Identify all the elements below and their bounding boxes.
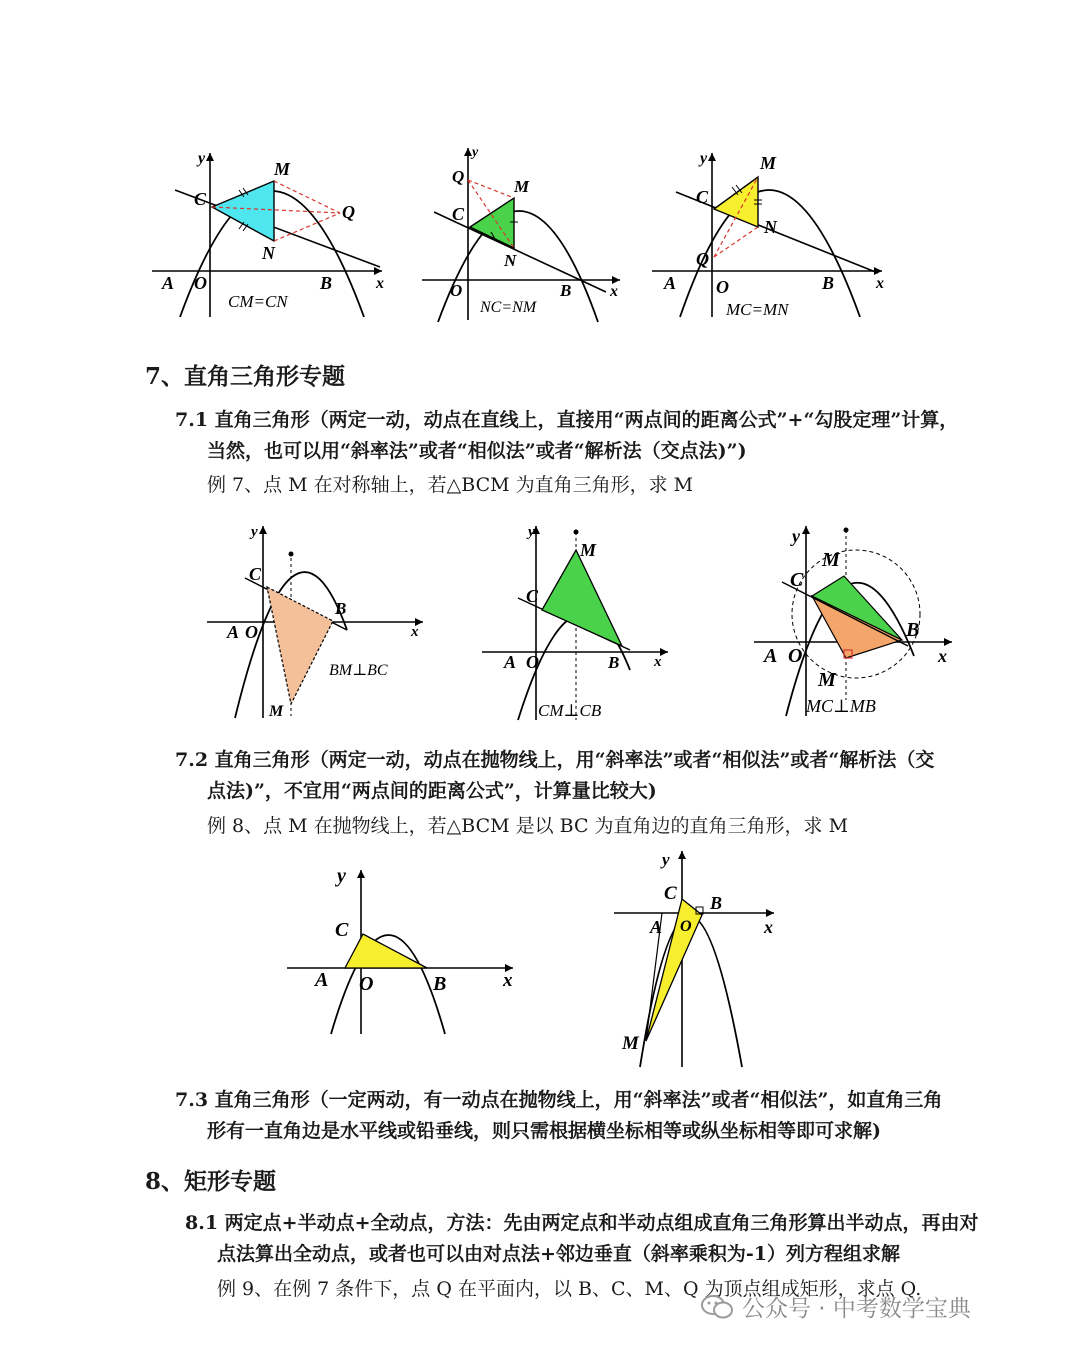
label-x: x	[938, 646, 947, 666]
label-y: y	[337, 865, 346, 887]
label-y: y	[472, 145, 479, 160]
label-y: y	[528, 524, 535, 540]
label-b: B	[560, 281, 572, 300]
label-x: x	[411, 624, 419, 640]
label-m: M	[622, 1033, 639, 1054]
label-a: A	[227, 622, 240, 642]
figure-mc-mn	[650, 145, 890, 325]
label-a: A	[764, 645, 778, 667]
figure-example8-a	[285, 860, 525, 1035]
example-8: 例 8、点 M 在抛物线上，若△BCM 是以 BC 为直角边的直角三角形，求 M	[207, 815, 849, 837]
label-o: O	[450, 281, 463, 300]
label-a: A	[315, 969, 329, 991]
section-7-2-continuation: 点法)”，不宜用“两点间的距离公式”，计算量比较大)	[207, 780, 657, 802]
label-o: O	[680, 918, 692, 935]
label-c: C	[335, 919, 349, 941]
label-c: C	[194, 189, 207, 209]
figure-caption: NC=NM	[480, 299, 537, 316]
label-x: x	[876, 275, 884, 292]
figure-mc-perp-mb	[752, 520, 962, 725]
label-m: M	[269, 703, 284, 720]
example-7: 例 7、点 M 在对称轴上，若△BCM 为直角三角形，求 M	[207, 474, 694, 496]
figure-bm-perp-bc	[205, 520, 430, 720]
label-b: B	[433, 973, 447, 995]
label-b: B	[822, 273, 835, 293]
section-7-3-continuation: 形有一直角边是水平线或铅垂线，则只需根据横坐标相等或纵坐标相等即可求解)	[207, 1120, 881, 1142]
label-b: B	[710, 893, 723, 913]
label-m-top: M	[822, 549, 840, 571]
section-7-1-continuation: 当然，也可以用“斜率法”或者“相似法”或者“解析法（交点法)”)	[207, 440, 747, 462]
label-n: N	[262, 243, 275, 263]
figure-nc-nm	[420, 140, 630, 325]
figure-caption: BM⊥BC	[329, 662, 388, 679]
section-7-1-title: 7.1 直角三角形（两定一动，动点在直线上，直接用“两点间的距离公式”+“勾股定理”计算，	[175, 409, 959, 431]
label-a: A	[504, 652, 517, 672]
label-o: O	[526, 652, 539, 672]
section-7-2-title: 7.2 直角三角形（两定一动，动点在抛物线上，用“斜率法”或者“相似法”或者“解析法（交	[175, 749, 935, 771]
label-a: A	[650, 917, 663, 937]
label-x: x	[764, 917, 773, 937]
watermark-text: 公众号 · 中考数学宝典	[742, 1296, 971, 1322]
section-8-1-title: 8.1 两定点+半动点+全动点，方法：先由两定点和半动点组成直角三角形算出半动点，再由对	[185, 1212, 979, 1234]
label-m: M	[580, 540, 597, 560]
label-x: x	[654, 654, 662, 670]
section-8-1-continuation: 点法算出全动点，或者也可以由对点法+邻边垂直（斜率乘积为-1）列方程组求解	[217, 1243, 901, 1265]
wechat-icon	[700, 1294, 734, 1320]
label-c: C	[664, 883, 677, 904]
label-m-bottom: M	[818, 669, 836, 691]
label-m: M	[274, 159, 291, 179]
label-o: O	[194, 273, 207, 293]
label-c: C	[696, 187, 709, 207]
figure-caption: MC⊥MB	[806, 696, 876, 716]
figure-caption: MC=MN	[726, 300, 789, 319]
label-q: Q	[342, 202, 355, 222]
label-o: O	[359, 973, 374, 995]
label-b: B	[320, 273, 333, 293]
label-b: B	[906, 619, 920, 641]
watermark	[700, 1290, 971, 1323]
figure-caption: CM⊥CB	[538, 701, 602, 720]
label-o: O	[788, 645, 803, 667]
label-x: x	[610, 283, 618, 300]
label-b: B	[335, 599, 347, 618]
label-o: O	[245, 622, 258, 642]
label-c: C	[452, 204, 465, 224]
figure-example8-b	[610, 845, 790, 1070]
figure-caption: CM=CN	[228, 292, 288, 311]
label-q: Q	[696, 249, 709, 269]
label-n: N	[504, 251, 517, 270]
label-y: y	[662, 850, 670, 869]
label-x: x	[376, 275, 384, 292]
example-9: 例 9、在例 7 条件下，点 Q 在平面内，以 B、C、M、Q 为顶点组成矩形，求点 Q.	[217, 1278, 922, 1300]
label-y: y	[198, 150, 206, 167]
label-m: M	[514, 177, 530, 196]
section-7-heading: 7、直角三角形专题	[145, 363, 346, 390]
label-c: C	[249, 564, 262, 584]
label-y: y	[700, 150, 708, 167]
label-a: A	[664, 273, 677, 293]
label-a: A	[162, 273, 175, 293]
label-o: O	[716, 277, 729, 297]
label-c: C	[790, 569, 804, 591]
label-y: y	[792, 526, 800, 546]
figure-cm-perp-cb	[480, 520, 680, 725]
figure-cm-cn	[150, 145, 390, 325]
label-c: C	[526, 586, 539, 606]
label-n: N	[764, 217, 777, 237]
label-m: M	[760, 153, 777, 173]
section-7-3-title: 7.3 直角三角形（一定两动，有一动点在抛物线上，用“斜率法”或者“相似法”，如直角三角	[175, 1089, 943, 1111]
label-q: Q	[452, 167, 465, 186]
label-b: B	[608, 653, 620, 672]
section-8-heading: 8、矩形专题	[145, 1168, 277, 1195]
label-x: x	[503, 970, 513, 991]
label-y: y	[251, 524, 258, 540]
